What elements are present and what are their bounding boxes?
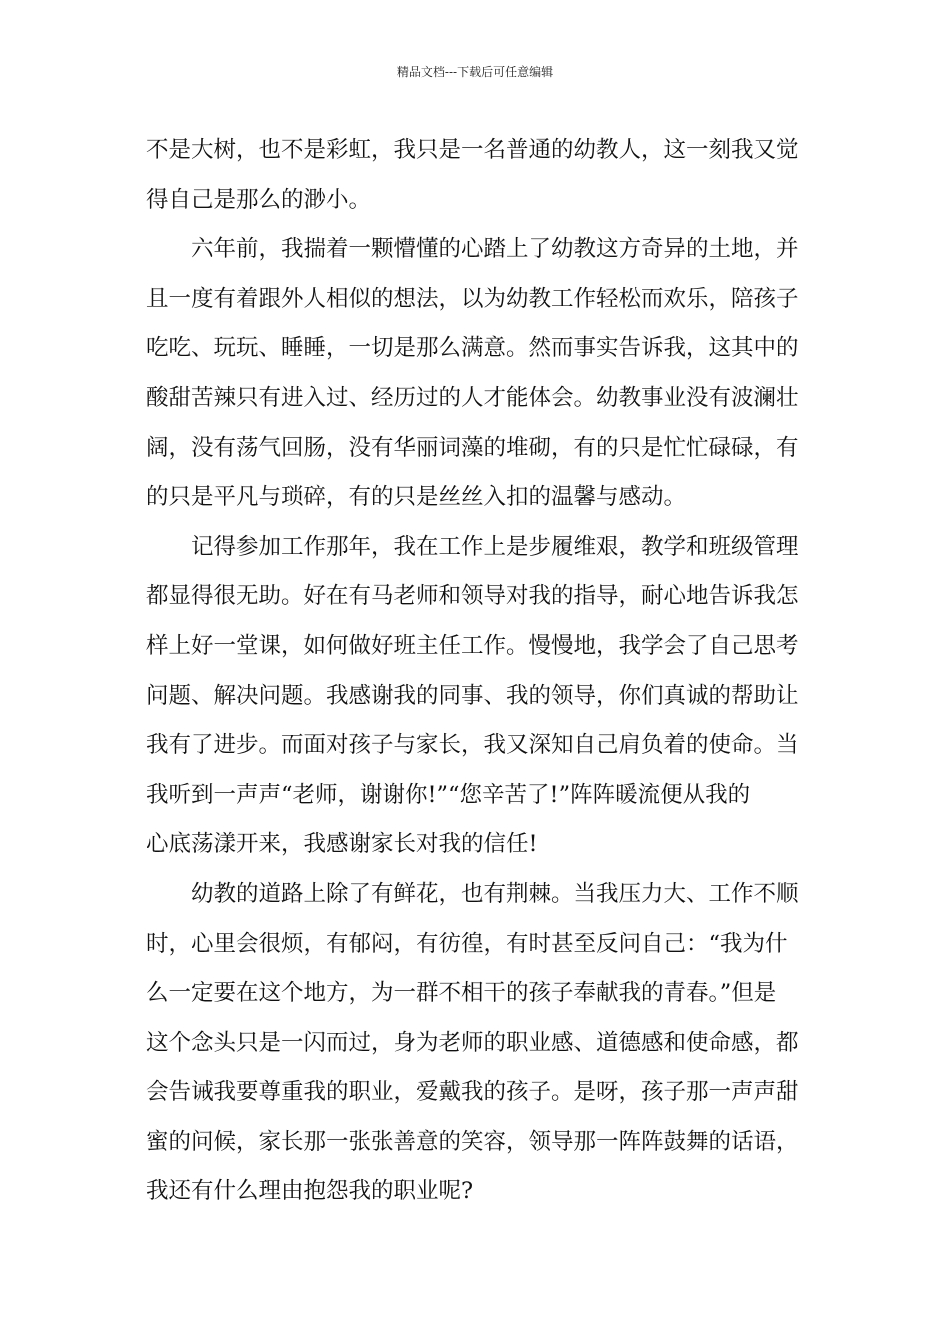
text-line: 吃吃、玩玩、睡睡，一切是那么满意。然而事实告诉我，这其中的	[146, 335, 799, 362]
text-line: 的只是平凡与琐碎，有的只是丝丝入扣的温馨与感动。	[146, 484, 687, 511]
text-line: 问题、解决问题。我感谢我的同事、我的领导，你们真诚的帮助让	[146, 682, 799, 709]
text-line: 心底荡漾开来，我感谢家长对我的信任!	[146, 831, 538, 858]
text-line: 么一定要在这个地方，为一群不相干的孩子奉献我的青春。”但是	[146, 980, 777, 1007]
text-line: 六年前，我揣着一颗懵懂的心踏上了幼教这方奇异的土地，并	[191, 236, 799, 263]
text-line: 都显得很无助。好在有马老师和领导对我的指导，耐心地告诉我怎	[146, 583, 799, 610]
page-header: 精品文档---下载后可任意编辑	[396, 65, 554, 79]
text-line: 蜜的问候，家长那一张张善意的笑容，领导那一阵阵鼓舞的话语，	[146, 1128, 799, 1155]
text-line: 我还有什么理由抱怨我的职业呢?	[146, 1178, 474, 1205]
paragraph-1	[146, 126, 816, 225]
text-line: 时，心里会很烦，有郁闷，有彷徨，有时甚至反问自己：“我为什	[146, 930, 788, 957]
paragraph-4	[146, 870, 816, 1217]
document-body	[146, 126, 816, 1217]
text-line: 我有了进步。而面对孩子与家长，我又深知自己肩负着的使命。当	[146, 732, 799, 759]
text-line: 样上好一堂课，如何做好班主任工作。慢慢地，我学会了自己思考	[146, 632, 799, 659]
text-line: 且一度有着跟外人相似的想法，以为幼教工作轻松而欢乐，陪孩子	[146, 285, 799, 312]
text-line: 幼教的道路上除了有鲜花，也有荆棘。当我压力大、工作不顺	[191, 880, 799, 907]
text-line: 得自己是那么的渺小。	[146, 186, 372, 213]
text-line: 会告诫我要尊重我的职业，爱戴我的孩子。是呀，孩子那一声声甜	[146, 1079, 799, 1106]
paragraph-2	[146, 225, 816, 523]
paragraph-3	[146, 523, 816, 870]
text-line: 我听到一声声“老师，谢谢你!”“您辛苦了!”阵阵暖流便从我的	[146, 781, 751, 808]
text-line: 这个念头只是一闪而过，身为老师的职业感、道德感和使命感，都	[146, 1029, 799, 1056]
text-line: 酸甜苦辣只有进入过、经历过的人才能体会。幼教事业没有波澜壮	[146, 384, 799, 411]
text-line: 不是大树，也不是彩虹，我只是一名普通的幼教人，这一刻我又觉	[146, 137, 799, 163]
text-line: 记得参加工作那年，我在工作上是步履维艰，教学和班级管理	[191, 533, 799, 560]
text-line: 阔，没有荡气回肠，没有华丽词藻的堆砌，有的只是忙忙碌碌，有	[146, 434, 799, 461]
